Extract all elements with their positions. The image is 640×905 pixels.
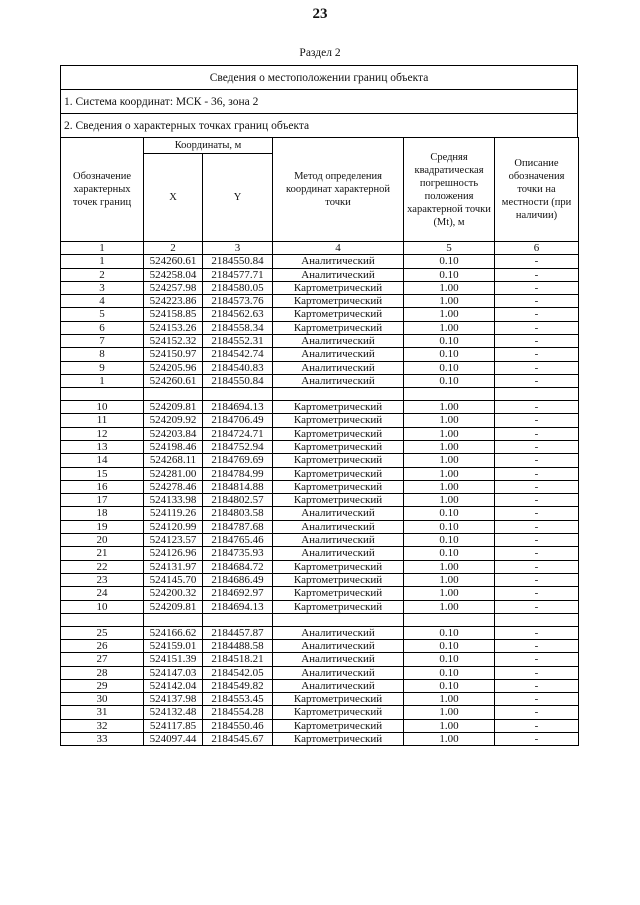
error-cell: 0.10 [404,626,495,639]
method-cell: Аналитический [273,534,404,547]
point-id-cell: 32 [61,719,144,732]
y-coordinate-cell: 2184554.28 [203,706,273,719]
method-cell: Аналитический [273,626,404,639]
header-y: Y [203,154,273,242]
method-cell: Картометрический [273,414,404,427]
method-cell: Картометрический [273,467,404,480]
table-row [61,335,579,348]
method-cell: Аналитический [273,255,404,268]
x-coordinate-cell: 524281.00 [144,467,203,480]
x-coordinate-cell [144,613,203,626]
description-cell: - [495,640,579,653]
table-row [61,480,579,493]
error-cell: 0.10 [404,255,495,268]
table-row [61,547,579,560]
y-coordinate-cell: 2184706.49 [203,414,273,427]
description-cell: - [495,414,579,427]
point-id-cell: 4 [61,295,144,308]
points-title: 2. Сведения о характерных точках границ объекта [60,113,578,137]
description-cell: - [495,679,579,692]
x-coordinate-cell: 524223.86 [144,295,203,308]
table-row [61,693,579,706]
column-number-cell: 2 [144,242,203,255]
method-cell: Аналитический [273,640,404,653]
x-coordinate-cell: 524166.62 [144,626,203,639]
description-cell: - [495,454,579,467]
description-cell: - [495,401,579,414]
x-coordinate-cell: 524209.92 [144,414,203,427]
point-id-cell: 5 [61,308,144,321]
error-cell: 0.10 [404,520,495,533]
point-id-cell [61,388,144,401]
y-coordinate-cell: 2184787.68 [203,520,273,533]
table-row [61,653,579,666]
table-row [61,268,579,281]
table-row [61,706,579,719]
y-coordinate-cell [203,388,273,401]
error-cell: 0.10 [404,679,495,692]
method-cell: Картометрический [273,480,404,493]
point-id-cell: 31 [61,706,144,719]
point-id-cell: 16 [61,480,144,493]
y-coordinate-cell: 2184457.87 [203,626,273,639]
error-cell: 1.00 [404,587,495,600]
x-coordinate-cell [144,388,203,401]
error-cell: 1.00 [404,441,495,454]
description-cell: - [495,480,579,493]
method-cell [273,613,404,626]
table-row [61,640,579,653]
points-table [60,137,579,746]
description-cell: - [495,534,579,547]
x-coordinate-cell: 524258.04 [144,268,203,281]
table-row [61,560,579,573]
description-cell: - [495,587,579,600]
x-coordinate-cell: 524126.96 [144,547,203,560]
error-cell: 1.00 [404,454,495,467]
error-cell: 0.10 [404,653,495,666]
y-coordinate-cell: 2184550.84 [203,255,273,268]
method-cell: Аналитический [273,507,404,520]
x-coordinate-cell: 524150.97 [144,348,203,361]
point-id-cell: 28 [61,666,144,679]
method-cell: Картометрический [273,587,404,600]
header-method: Метод определения координат характерной точки [273,138,404,242]
table-row [61,534,579,547]
point-id-cell: 1 [61,374,144,387]
table-row [61,733,579,746]
error-cell: 1.00 [404,693,495,706]
method-cell: Картометрический [273,295,404,308]
description-cell: - [495,494,579,507]
method-cell: Картометрический [273,706,404,719]
error-cell: 0.10 [404,374,495,387]
description-cell: - [495,268,579,281]
column-number-cell: 6 [495,242,579,255]
point-id-cell: 20 [61,534,144,547]
point-id-cell: 24 [61,587,144,600]
x-coordinate-cell: 524142.04 [144,679,203,692]
x-coordinate-cell: 524278.46 [144,480,203,493]
column-number-cell: 4 [273,242,404,255]
x-coordinate-cell: 524117.85 [144,719,203,732]
point-id-cell: 33 [61,733,144,746]
point-id-cell: 25 [61,626,144,639]
table-row [61,520,579,533]
y-coordinate-cell: 2184724.71 [203,427,273,440]
x-coordinate-cell: 524159.01 [144,640,203,653]
section-title: Раздел 2 [299,47,341,59]
y-coordinate-cell [203,613,273,626]
description-cell: - [495,520,579,533]
point-id-cell: 11 [61,414,144,427]
table-row [61,573,579,586]
method-cell: Аналитический [273,520,404,533]
point-id-cell: 29 [61,679,144,692]
method-cell: Картометрический [273,401,404,414]
y-coordinate-cell: 2184814.88 [203,480,273,493]
description-cell [495,613,579,626]
description-cell: - [495,467,579,480]
column-number-cell: 1 [61,242,144,255]
header-coordinates: Координаты, м [144,138,273,154]
method-cell: Аналитический [273,348,404,361]
coordinate-system: 1. Система координат: МСК - 36, зона 2 [60,89,578,113]
x-coordinate-cell: 524137.98 [144,693,203,706]
y-coordinate-cell: 2184752.94 [203,441,273,454]
description-cell: - [495,321,579,334]
point-id-cell: 13 [61,441,144,454]
table-row [61,679,579,692]
method-cell: Аналитический [273,335,404,348]
point-id-cell: 21 [61,547,144,560]
header-x: X [144,154,203,242]
method-cell: Картометрический [273,600,404,613]
method-cell: Аналитический [273,653,404,666]
point-id-cell: 19 [61,520,144,533]
x-coordinate-cell: 524131.97 [144,560,203,573]
page-number: 23 [312,6,328,22]
y-coordinate-cell: 2184549.82 [203,679,273,692]
point-id-cell: 27 [61,653,144,666]
point-id-cell: 17 [61,494,144,507]
y-coordinate-cell: 2184765.46 [203,534,273,547]
description-cell: - [495,427,579,440]
method-cell: Аналитический [273,666,404,679]
description-cell: - [495,706,579,719]
y-coordinate-cell: 2184545.67 [203,733,273,746]
table-row [61,719,579,732]
point-id-cell: 30 [61,693,144,706]
y-coordinate-cell: 2184562.63 [203,308,273,321]
table-header [61,138,579,255]
table-row [61,441,579,454]
table-row [61,507,579,520]
x-coordinate-cell: 524260.61 [144,374,203,387]
error-cell: 1.00 [404,414,495,427]
description-cell: - [495,653,579,666]
method-cell [273,388,404,401]
y-coordinate-cell: 2184686.49 [203,573,273,586]
y-coordinate-cell: 2184692.97 [203,587,273,600]
table-row [61,281,579,294]
table-row [61,401,579,414]
point-id-cell: 10 [61,401,144,414]
point-id-cell: 18 [61,507,144,520]
error-cell: 1.00 [404,573,495,586]
x-coordinate-cell: 524151.39 [144,653,203,666]
error-cell: 1.00 [404,560,495,573]
error-cell: 1.00 [404,706,495,719]
y-coordinate-cell: 2184735.93 [203,547,273,560]
y-coordinate-cell: 2184802.57 [203,494,273,507]
table-row [61,308,579,321]
description-cell: - [495,281,579,294]
point-id-cell: 12 [61,427,144,440]
y-coordinate-cell: 2184784.99 [203,467,273,480]
y-coordinate-cell: 2184573.76 [203,295,273,308]
error-cell: 0.10 [404,640,495,653]
description-cell: - [495,308,579,321]
y-coordinate-cell: 2184803.58 [203,507,273,520]
y-coordinate-cell: 2184694.13 [203,600,273,613]
method-cell: Картометрический [273,573,404,586]
error-cell: 1.00 [404,281,495,294]
method-cell: Картометрический [273,427,404,440]
x-coordinate-cell: 524120.99 [144,520,203,533]
description-cell: - [495,733,579,746]
description-cell: - [495,361,579,374]
description-cell: - [495,374,579,387]
y-coordinate-cell: 2184558.34 [203,321,273,334]
error-cell: 1.00 [404,321,495,334]
method-cell: Картометрический [273,693,404,706]
y-coordinate-cell: 2184542.05 [203,666,273,679]
error-cell: 0.10 [404,534,495,547]
table-row [61,321,579,334]
error-cell: 0.10 [404,547,495,560]
point-id-cell: 8 [61,348,144,361]
x-coordinate-cell: 524209.81 [144,600,203,613]
point-id-cell: 2 [61,268,144,281]
table-row [61,626,579,639]
x-coordinate-cell: 524153.26 [144,321,203,334]
error-cell: 1.00 [404,427,495,440]
method-cell: Аналитический [273,547,404,560]
method-cell: Картометрический [273,441,404,454]
error-cell: 1.00 [404,480,495,493]
x-coordinate-cell: 524152.32 [144,335,203,348]
x-coordinate-cell: 524147.03 [144,666,203,679]
error-cell [404,388,495,401]
method-cell: Аналитический [273,679,404,692]
method-cell: Аналитический [273,268,404,281]
point-id-cell: 7 [61,335,144,348]
header-description: Описание обозначения точки на местности (при наличии) [495,138,579,242]
y-coordinate-cell: 2184518.21 [203,653,273,666]
point-id-cell: 23 [61,573,144,586]
column-numbers-row [61,242,579,255]
description-cell: - [495,719,579,732]
method-cell: Картометрический [273,308,404,321]
method-cell: Картометрический [273,281,404,294]
x-coordinate-cell: 524198.46 [144,441,203,454]
column-number-cell: 5 [404,242,495,255]
y-coordinate-cell: 2184694.13 [203,401,273,414]
table-row [61,666,579,679]
error-cell: 1.00 [404,401,495,414]
table-body [61,255,579,746]
table-row [61,414,579,427]
table-row [61,613,579,626]
y-coordinate-cell: 2184488.58 [203,640,273,653]
y-coordinate-cell: 2184552.31 [203,335,273,348]
x-coordinate-cell: 524260.61 [144,255,203,268]
table-row [61,467,579,480]
table-row [61,600,579,613]
error-cell: 0.10 [404,335,495,348]
table-row [61,295,579,308]
y-coordinate-cell: 2184684.72 [203,560,273,573]
description-cell: - [495,441,579,454]
method-cell: Картометрический [273,494,404,507]
description-cell: - [495,600,579,613]
description-cell: - [495,626,579,639]
description-cell: - [495,255,579,268]
x-coordinate-cell: 524145.70 [144,573,203,586]
error-cell [404,613,495,626]
error-cell: 0.10 [404,666,495,679]
x-coordinate-cell: 524209.81 [144,401,203,414]
point-id-cell: 26 [61,640,144,653]
description-cell: - [495,295,579,308]
x-coordinate-cell: 524158.85 [144,308,203,321]
method-cell: Картометрический [273,321,404,334]
x-coordinate-cell: 524119.26 [144,507,203,520]
point-id-cell: 3 [61,281,144,294]
point-id-cell [61,613,144,626]
table-row [61,348,579,361]
table-row [61,255,579,268]
x-coordinate-cell: 524097.44 [144,733,203,746]
error-cell: 1.00 [404,467,495,480]
error-cell: 1.00 [404,308,495,321]
description-cell: - [495,560,579,573]
description-cell: - [495,666,579,679]
method-cell: Аналитический [273,374,404,387]
table-row [61,361,579,374]
method-cell: Картометрический [273,454,404,467]
table-row [61,388,579,401]
y-coordinate-cell: 2184540.83 [203,361,273,374]
method-cell: Картометрический [273,719,404,732]
y-coordinate-cell: 2184580.05 [203,281,273,294]
table-row [61,587,579,600]
description-cell: - [495,507,579,520]
x-coordinate-cell: 524132.48 [144,706,203,719]
y-coordinate-cell: 2184550.46 [203,719,273,732]
description-cell: - [495,693,579,706]
x-coordinate-cell: 524200.32 [144,587,203,600]
point-id-cell: 6 [61,321,144,334]
error-cell: 1.00 [404,494,495,507]
point-id-cell: 1 [61,255,144,268]
point-id-cell: 15 [61,467,144,480]
method-cell: Картометрический [273,560,404,573]
table-row [61,427,579,440]
y-coordinate-cell: 2184550.84 [203,374,273,387]
method-cell: Аналитический [273,361,404,374]
x-coordinate-cell: 524203.84 [144,427,203,440]
point-id-cell: 9 [61,361,144,374]
y-coordinate-cell: 2184542.74 [203,348,273,361]
x-coordinate-cell: 524257.98 [144,281,203,294]
y-coordinate-cell: 2184553.45 [203,693,273,706]
point-id-cell: 10 [61,600,144,613]
description-cell [495,388,579,401]
point-id-cell: 14 [61,454,144,467]
error-cell: 1.00 [404,719,495,732]
table-row [61,374,579,387]
error-cell: 0.10 [404,361,495,374]
y-coordinate-cell: 2184769.69 [203,454,273,467]
table-row [61,494,579,507]
error-cell: 1.00 [404,295,495,308]
boundary-points-document [60,65,578,746]
method-cell: Картометрический [273,733,404,746]
y-coordinate-cell: 2184577.71 [203,268,273,281]
block-title: Сведения о местоположении границ объекта [60,65,578,89]
error-cell: 0.10 [404,507,495,520]
description-cell: - [495,573,579,586]
description-cell: - [495,547,579,560]
header-error: Средняя квадратическая погрешность положения характерной точки (Mt), м [404,138,495,242]
error-cell: 0.10 [404,348,495,361]
x-coordinate-cell: 524268.11 [144,454,203,467]
description-cell: - [495,335,579,348]
description-cell: - [495,348,579,361]
column-number-cell: 3 [203,242,273,255]
x-coordinate-cell: 524205.96 [144,361,203,374]
x-coordinate-cell: 524133.98 [144,494,203,507]
x-coordinate-cell: 524123.57 [144,534,203,547]
point-id-cell: 22 [61,560,144,573]
table-row [61,454,579,467]
error-cell: 1.00 [404,600,495,613]
header-designation: Обозначение характерных точек границ [61,138,144,242]
error-cell: 1.00 [404,733,495,746]
error-cell: 0.10 [404,268,495,281]
